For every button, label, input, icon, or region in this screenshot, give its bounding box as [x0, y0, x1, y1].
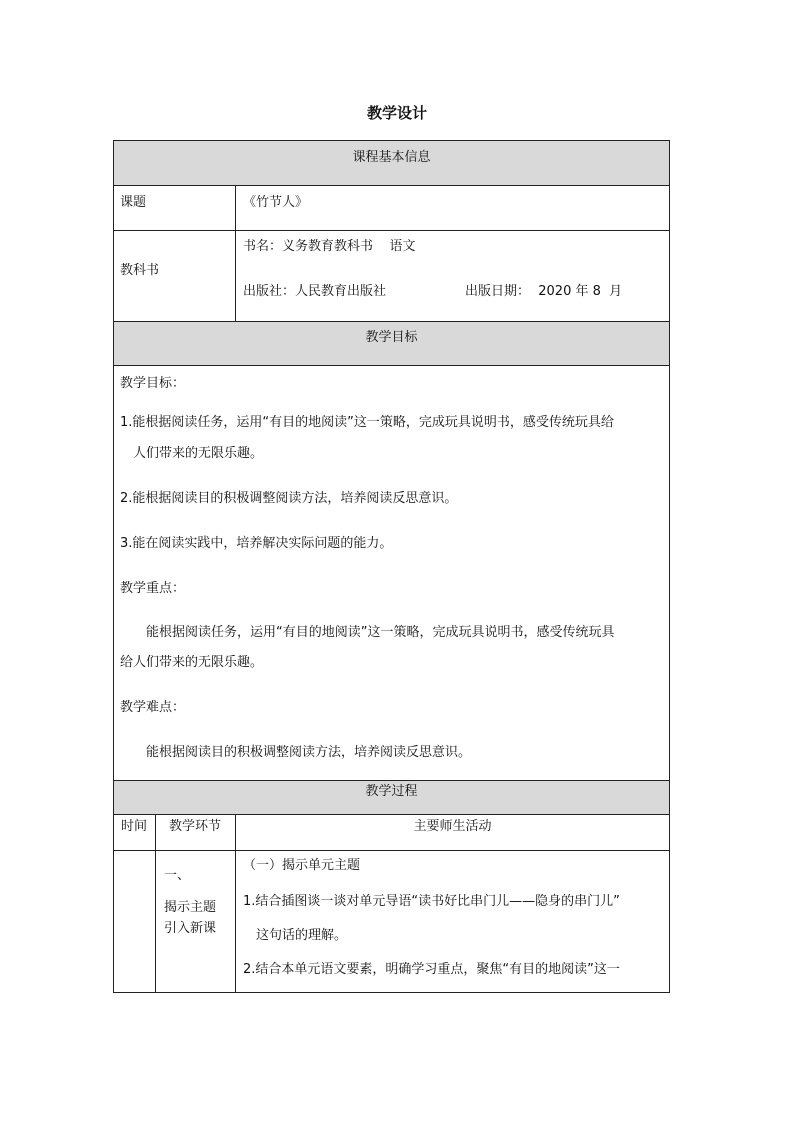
difficulty-line: 能根据阅读目的积极调整阅读方法，培养阅读反思意识。 — [146, 745, 472, 760]
row-divider — [113, 185, 670, 186]
lesson-plan-table — [113, 140, 670, 993]
goal-1-line-1: 1.能根据阅读任务，运用“有目的地阅读”这一策略，完成玩具说明书，感受传统玩具给 — [120, 415, 614, 430]
goal-1-line-2: 人们带来的无限乐趣。 — [133, 446, 264, 461]
goals-header: 教学目标 — [365, 330, 418, 345]
activity-heading: （一）揭示单元主题 — [243, 858, 361, 873]
topic-label: 课题 — [120, 195, 147, 210]
row-divider — [113, 814, 670, 815]
row-divider — [113, 321, 670, 322]
publish-date: 出版日期： 2020 年 8 月 — [465, 284, 623, 299]
basic-info-header: 课程基本信息 — [352, 150, 431, 165]
book-name: 书名：义务教育教科书 语文 — [243, 239, 416, 254]
goal-3: 3.能在阅读实践中，培养解决实际问题的能力。 — [120, 536, 393, 551]
document-title: 教学设计 — [366, 104, 427, 122]
key-points-line-2: 给人们带来的无限乐趣。 — [120, 655, 264, 670]
row-divider — [113, 850, 670, 851]
table-border — [113, 140, 670, 993]
activity-2-line-1: 2.结合本单元语文要素，明确学习重点，聚焦“有目的地阅读”这一 — [243, 962, 620, 977]
key-points-heading: 教学重点： — [120, 581, 186, 596]
difficulty-heading: 教学难点： — [120, 700, 186, 715]
column-header-activities: 主要师生活动 — [413, 819, 492, 834]
column-divider — [235, 185, 236, 321]
process-header: 教学过程 — [365, 784, 418, 799]
column-header-time: 时间 — [120, 819, 147, 834]
stage-name-line-1: 揭示主题 — [164, 900, 217, 915]
goals-heading: 教学目标： — [120, 376, 186, 391]
row-divider — [113, 365, 670, 366]
activity-1-line-1: 1.结合插图谈一谈对单元导语“读书好比串门儿——隐身的串门儿” — [243, 894, 620, 909]
activity-1-line-2: 这句话的理解。 — [256, 928, 348, 943]
row-divider — [113, 230, 670, 231]
stage-number: 一、 — [164, 868, 191, 883]
column-divider — [235, 814, 236, 993]
publisher: 出版社：人民教育出版社 — [243, 284, 387, 299]
column-header-stage: 教学环节 — [168, 819, 221, 834]
row-divider — [113, 780, 670, 781]
column-divider — [155, 814, 156, 993]
goal-2: 2.能根据阅读目的积极调整阅读方法，培养阅读反思意识。 — [120, 491, 458, 506]
textbook-label: 教科书 — [120, 263, 160, 278]
topic-value: 《竹节人》 — [243, 195, 309, 210]
key-points-line-1: 能根据阅读任务，运用“有目的地阅读”这一策略，完成玩具说明书，感受传统玩具 — [146, 625, 615, 640]
stage-name-line-2: 引入新课 — [164, 921, 217, 936]
